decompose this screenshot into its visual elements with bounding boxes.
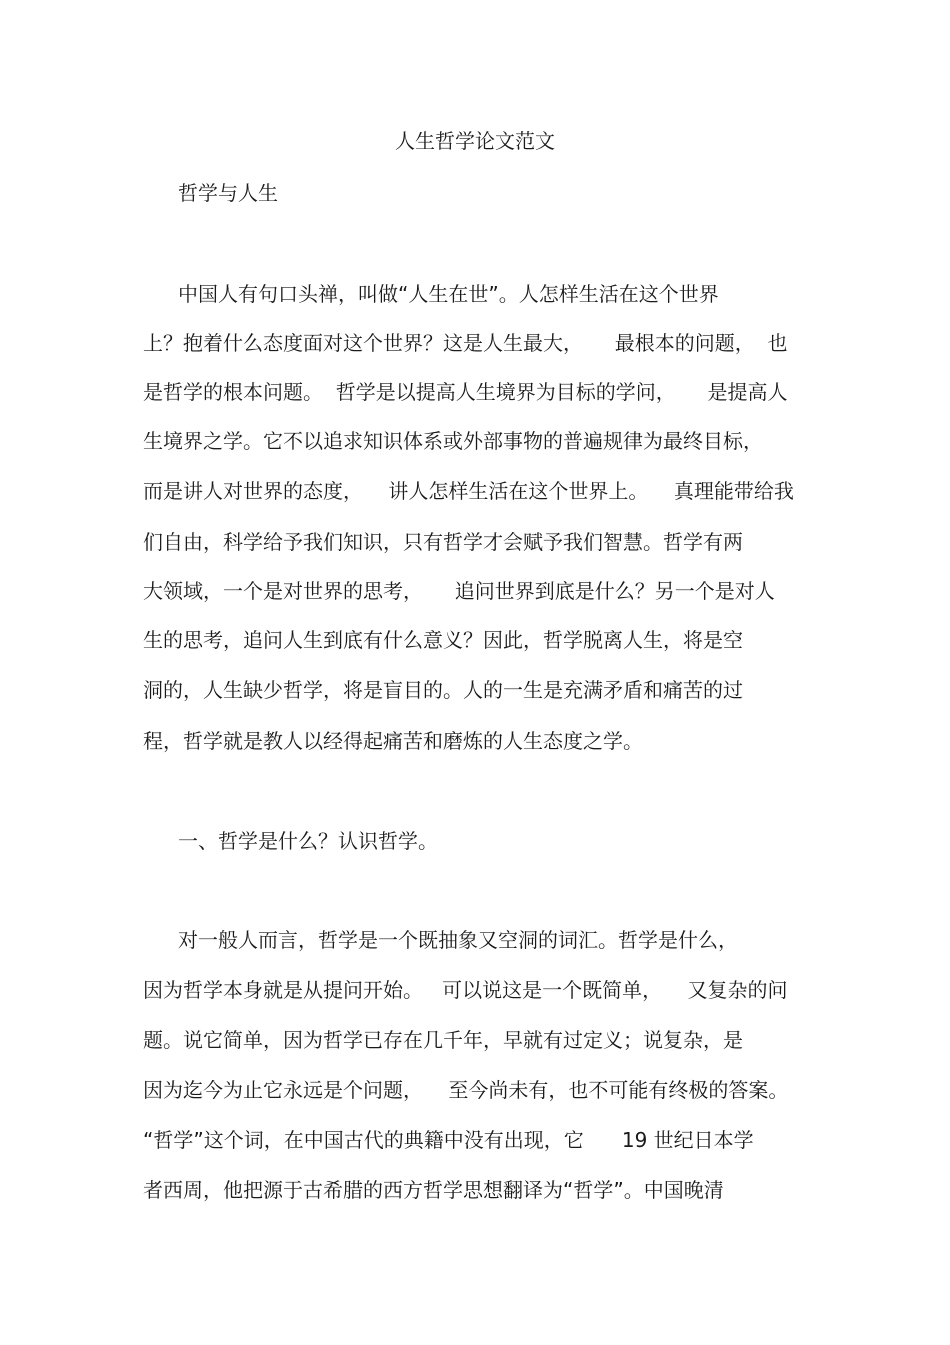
paragraph2-line-4: 因为迄今为止它永远是个问题， 至今尚未有，也不可能有终极的答案。 xyxy=(143,1078,789,1102)
paragraph2-line-5: “哲学”这个词，在中国古代的典籍中没有出现，它 19 世纪日本学 xyxy=(143,1128,754,1152)
paragraph1-line-6: 们自由，科学给予我们知识，只有哲学才会赋予我们智慧。哲学有两 xyxy=(143,530,743,554)
paragraph1-line-7: 大领域，一个是对世界的思考， 追问世界到底是什么？另一个是对人 xyxy=(143,579,775,603)
paragraph1-line-4: 生境界之学。它不以追求知识体系或外部事物的普遍规律为最终目标， xyxy=(143,429,763,453)
paragraph2-line-6: 者西周，他把源于古希腊的西方哲学思想翻译为“哲学”。中国晚清 xyxy=(143,1178,724,1202)
paragraph2-line-1: 对一般人而言，哲学是一个既抽象又空洞的词汇。哲学是什么， xyxy=(178,928,738,952)
paragraph1-line-1: 中国人有句口头禅，叫做“人生在世”。人怎样生活在这个世界 xyxy=(178,282,719,306)
section-heading: 一、哲学是什么？认识哲学。 xyxy=(178,829,438,853)
paragraph2-line-3: 题。说它简单，因为哲学已存在几千年，早就有过定义；说复杂，是 xyxy=(143,1028,743,1052)
document-title: 人生哲学论文范文 xyxy=(395,129,555,153)
paragraph2-line-2: 因为哲学本身就是从提问开始。 可以说这是一个既简单， 又复杂的问 xyxy=(143,978,788,1002)
paragraph1-line-8: 生的思考，追问人生到底有什么意义？因此，哲学脱离人生，将是空 xyxy=(143,628,743,652)
paragraph1-line-9: 洞的，人生缺少哲学，将是盲目的。人的一生是充满矛盾和痛苦的过 xyxy=(143,678,743,702)
paragraph1-line-3: 是哲学的根本问题。 哲学是以提高人生境界为目标的学问， 是提高人 xyxy=(143,380,788,404)
paragraph1-line-5: 而是讲人对世界的态度， 讲人怎样生活在这个世界上。 真理能带给我 xyxy=(143,479,794,503)
paragraph1-line-10: 程，哲学就是教人以经得起痛苦和磨炼的人生态度之学。 xyxy=(143,729,643,753)
paragraph1-line-2: 上？抱着什么态度面对这个世界？这是人生最大， 最根本的问题， 也 xyxy=(143,331,788,355)
document-subtitle: 哲学与人生 xyxy=(178,181,278,205)
